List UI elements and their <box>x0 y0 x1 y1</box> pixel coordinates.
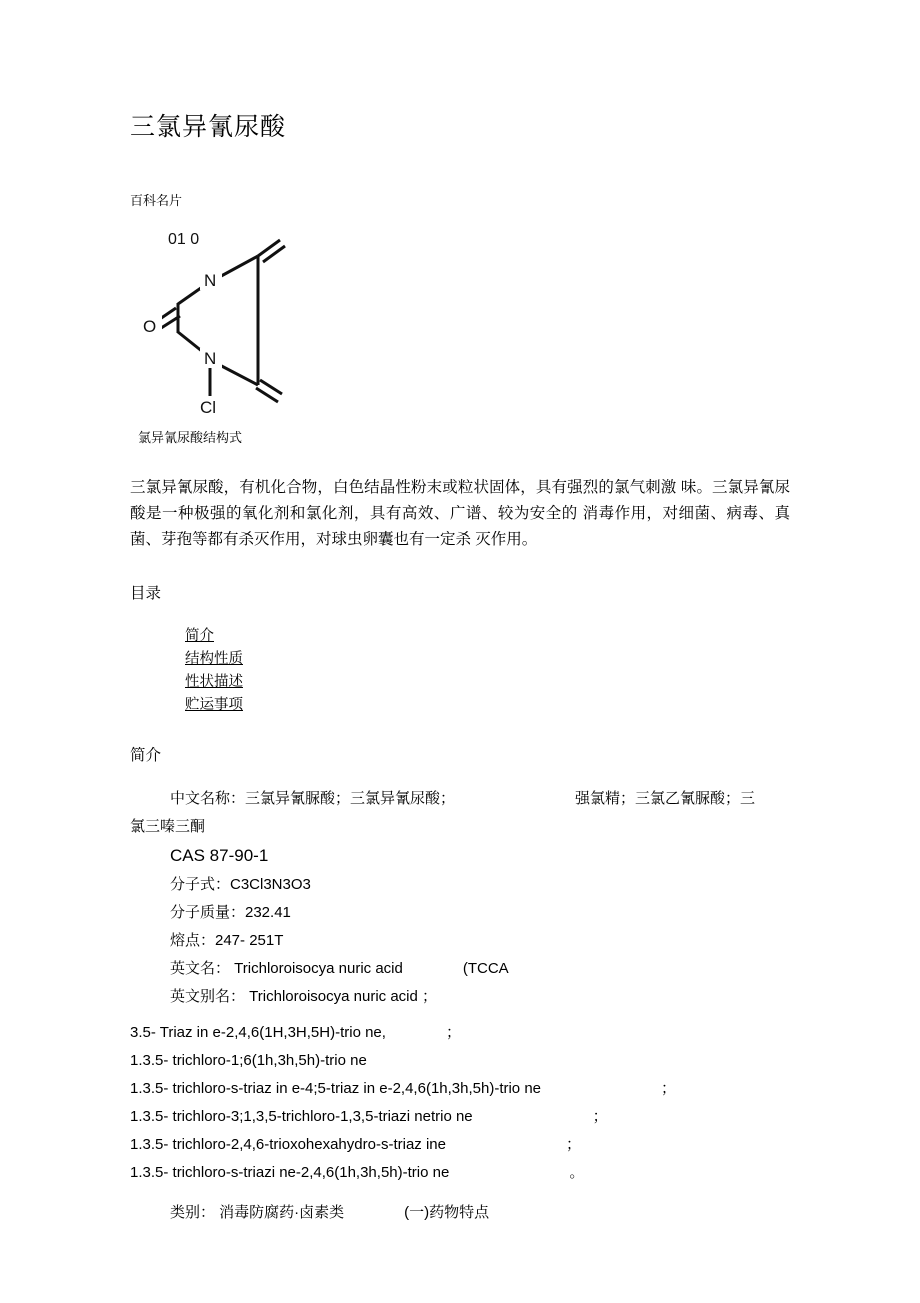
atom-label-cl: Cl <box>200 398 217 417</box>
chemical-structure-svg <box>130 228 330 433</box>
baike-card-label: 百科名片 <box>130 193 183 208</box>
molecular-formula: 分子式：C3Cl3N3O3 <box>170 876 311 893</box>
chinese-name-row <box>170 785 790 813</box>
alias-text: 1.3.5- trichloro-2,4,6-trioxohexahydro-s-triaz ine <box>130 1136 446 1153</box>
toc-heading: 目录 <box>130 585 162 602</box>
alias-tail: ； <box>661 1080 677 1097</box>
alias-tail: 。 <box>569 1164 585 1181</box>
structure-top-label: 01 0 <box>168 231 200 248</box>
alias-text: 1.3.5- trichloro-s-triaz in e-4;5-triaz in e-2,4,6(1h,3h,5h)-trio ne <box>130 1080 542 1097</box>
list-item <box>130 1103 790 1131</box>
toc-link-structure[interactable]: 结构性质 <box>185 651 243 667</box>
category-text: 类别： 消毒防腐药·卤素类 <box>170 1204 345 1221</box>
english-name-text: 英文名： Trichloroisocya nuric acid <box>170 960 403 977</box>
intro-paragraph: 三氯异氰尿酸，有机化合物，白色结晶性粉末或粒状固体，具有强烈的氯气刺激 味。三氯异氰尿酸是一种极强的氧化剂和氯化剂，具有高效、广谱、较为安全的 消毒作用，对细菌、病毒、真菌、芽孢等都有杀灭作用，对球虫卵囊也有一定杀 灭作用。 <box>130 479 790 548</box>
cas-number: CAS 87-90-1 <box>170 846 269 865</box>
list-item <box>130 1159 790 1187</box>
toc-row <box>185 625 790 648</box>
list-item <box>130 1075 790 1103</box>
category-row <box>170 1199 790 1227</box>
alias-text: 3.5- Triaz in e-2,4,6(1H,3H,5H)-trio ne, <box>130 1024 386 1041</box>
toc-link-intro[interactable]: 简介 <box>185 628 214 644</box>
list-item <box>130 1019 790 1047</box>
atom-label-o-left: O <box>143 317 157 336</box>
chinese-name-text: 中文名称：三氯异氰脲酸；三氯异氰尿酸； <box>170 790 456 807</box>
atom-label-n-bottom: N <box>204 349 217 368</box>
page-title: 三氯异氰尿酸 <box>130 113 287 141</box>
list-item <box>130 1131 790 1159</box>
table-of-contents <box>185 625 790 717</box>
molecular-mass: 分子质量：232.41 <box>170 904 291 921</box>
atom-label-n-top: N <box>204 271 217 290</box>
toc-row <box>185 671 790 694</box>
toc-row <box>185 648 790 671</box>
structure-caption: 氯异氰尿酸结构式 <box>138 430 243 445</box>
alias-text: 1.3.5- trichloro-1;6(1h,3h,5h)-trio ne <box>130 1052 367 1069</box>
structure-image <box>130 228 330 433</box>
english-name-tail: (TCCA <box>462 960 509 977</box>
alias-text: 1.3.5- trichloro-s-triazi ne-2,4,6(1h,3h,5h)-trio ne <box>130 1164 450 1181</box>
alias-list <box>130 1019 790 1187</box>
melting-point: 熔点：247- 251T <box>170 932 284 949</box>
section-title-intro: 简介 <box>130 747 162 764</box>
english-alias-row: 英文别名： Trichloroisocya nuric acid ； <box>170 988 438 1005</box>
toc-row <box>185 694 790 717</box>
alias-tail: ； <box>592 1108 608 1125</box>
alias-tail: ； <box>445 1024 461 1041</box>
structure-figure <box>130 228 460 447</box>
properties-block <box>130 785 790 1011</box>
document-content <box>130 110 790 1227</box>
chinese-name-tail: 强氯精；三氯乙氰脲酸；三 <box>575 790 756 807</box>
alias-tail: ； <box>565 1136 581 1153</box>
category-tail: (一)药物特点 <box>404 1204 490 1221</box>
english-name-row <box>170 955 790 983</box>
alias-text: 1.3.5- trichloro-3;1,3,5-trichloro-1,3,5-triazi netrio ne <box>130 1108 473 1125</box>
toc-link-storage[interactable]: 贮运事项 <box>185 697 243 713</box>
toc-link-description[interactable]: 性状描述 <box>185 674 243 690</box>
list-item <box>130 1047 790 1075</box>
chinese-name-row-2: 氯三嗪三酮 <box>130 818 206 835</box>
